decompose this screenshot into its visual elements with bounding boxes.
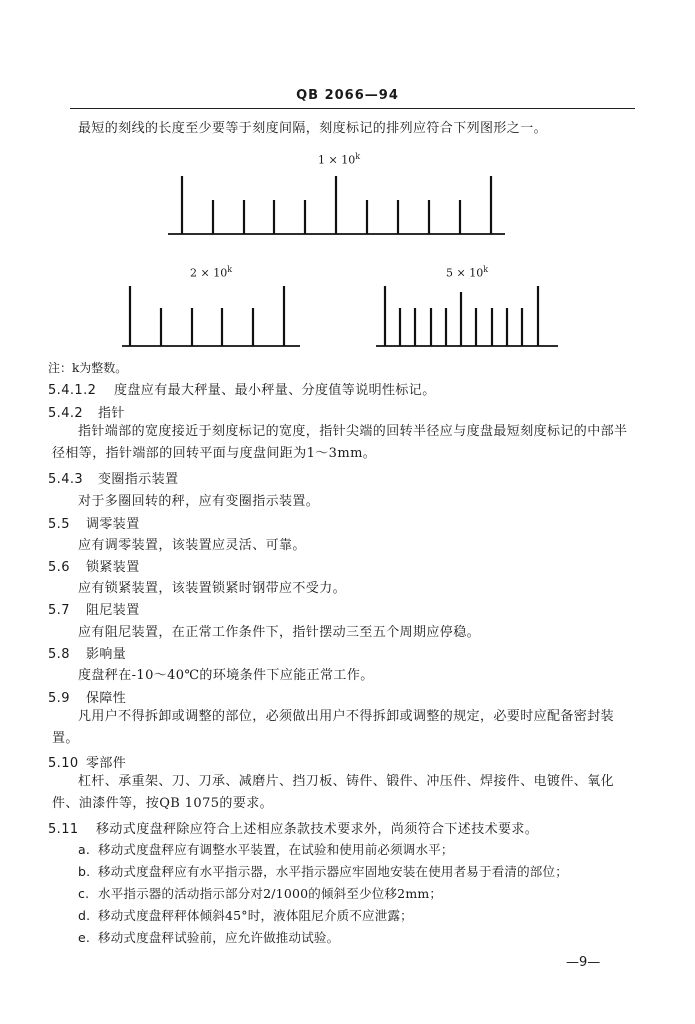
intro-text: 最短的刻线的长度至少要等于刻度间隔，刻度标记的排列应符合下列图形之一。 xyxy=(78,121,548,136)
section-title: 锁紧装置 xyxy=(86,560,140,575)
scale-figure-3 xyxy=(372,282,562,352)
section-title: 阻尼装置 xyxy=(86,603,140,618)
section-number: 5.7 xyxy=(48,603,70,618)
list-item: d. 移动式度盘秤秤体倾斜45°时，液体阻尼介质不应泄露； xyxy=(78,908,413,923)
scale-figure-2 xyxy=(116,282,306,352)
section-number: 5.6 xyxy=(48,560,70,575)
ring-paragraph: 对于多圈回转的秤，应有变圈指示装置。 xyxy=(78,494,320,509)
section-number: 5.9 xyxy=(48,691,70,706)
pointer-paragraph: 指针端部的宽度接近于刻度标记的宽度，指针尖端的回转半径应与度盘最短刻度标记的中部半径相等，指针端部的回转平面与度盘间距为1～3mm。 xyxy=(52,424,628,461)
list-item: b. 移动式度盘秤应有水平指示器，水平指示器应牢固地安装在使用者易于看清的部位； xyxy=(78,864,568,879)
section-number: 5.11 xyxy=(48,822,79,837)
section-5-5 xyxy=(48,513,140,532)
figure-3-label: $5 \times 10^k$ xyxy=(446,265,489,280)
section-title: 影响量 xyxy=(86,647,127,662)
figure-2-label: $2 \times 10^k$ xyxy=(190,265,233,280)
section-5-4-2 xyxy=(48,402,125,421)
section-number: 5.5 xyxy=(48,517,70,532)
list-item: a. 移动式度盘秤应有调整水平装置，在试验和使用前必须调水平； xyxy=(78,842,454,857)
section-5-9 xyxy=(48,687,126,706)
safeguard-paragraph: 凡用户不得拆卸或调整的部位，必须做出用户不得拆卸或调整的规定，必要时应配备密封装置。 xyxy=(52,709,615,746)
lock-paragraph: 应有锁紧装置，该装置锁紧时钢带应不受力。 xyxy=(78,581,347,596)
zero-paragraph: 应有调零装置，该装置应灵活、可靠。 xyxy=(78,538,306,553)
section-5-6 xyxy=(48,556,140,575)
section-number: 5.4.3 xyxy=(48,472,84,487)
figure-1-label: $1 \times 10^k$ xyxy=(318,152,361,167)
section-number: 5.10 xyxy=(48,756,79,771)
section-text: 度盘应有最大秤量、最小秤量、分度值等说明性标记。 xyxy=(114,383,436,398)
header-rule xyxy=(70,108,635,109)
figure-note: 注：k为整数。 xyxy=(48,361,128,375)
section-number: 5.4.2 xyxy=(48,406,84,421)
section-number: 5.4.1.2 xyxy=(48,383,97,398)
influence-paragraph: 度盘秤在-10～40℃的环境条件下应能正常工作。 xyxy=(78,668,374,683)
section-5-4-3 xyxy=(48,468,178,487)
section-5-7 xyxy=(48,599,140,618)
damp-paragraph: 应有阻尼装置，在正常工作条件下，指针摆动三至五个周期应停稳。 xyxy=(78,625,481,640)
section-5-8 xyxy=(48,643,126,662)
section-title: 保障性 xyxy=(86,691,127,706)
section-number: 5.8 xyxy=(48,647,70,662)
section-text: 移动式度盘秤除应符合上述相应条款技术要求外，尚须符合下述技术要求。 xyxy=(96,822,539,837)
section-5-10 xyxy=(48,752,126,771)
section-5-4-1-2 xyxy=(48,379,436,398)
section-title: 零部件 xyxy=(86,756,127,771)
section-5-11 xyxy=(48,818,538,837)
section-title: 变圈指示装置 xyxy=(98,472,179,487)
list-item: e. 移动式度盘秤试验前，应允许做推动试验。 xyxy=(78,930,340,945)
document-code: QB 2066—94 xyxy=(296,88,399,103)
section-title: 指针 xyxy=(98,406,125,421)
section-title: 调零装置 xyxy=(86,517,140,532)
parts-paragraph: 杠杆、承重架、刀、刀承、减磨片、挡刀板、铸件、锻件、冲压件、焊接件、电镀件、氧化件、油漆件等，按QB 1075的要求。 xyxy=(52,774,615,811)
page-number: —9— xyxy=(566,955,601,970)
scale-figure-1 xyxy=(160,170,520,240)
list-item: c. 水平指示器的活动指示部分对2/1000的倾斜至少位移2mm； xyxy=(78,886,443,901)
